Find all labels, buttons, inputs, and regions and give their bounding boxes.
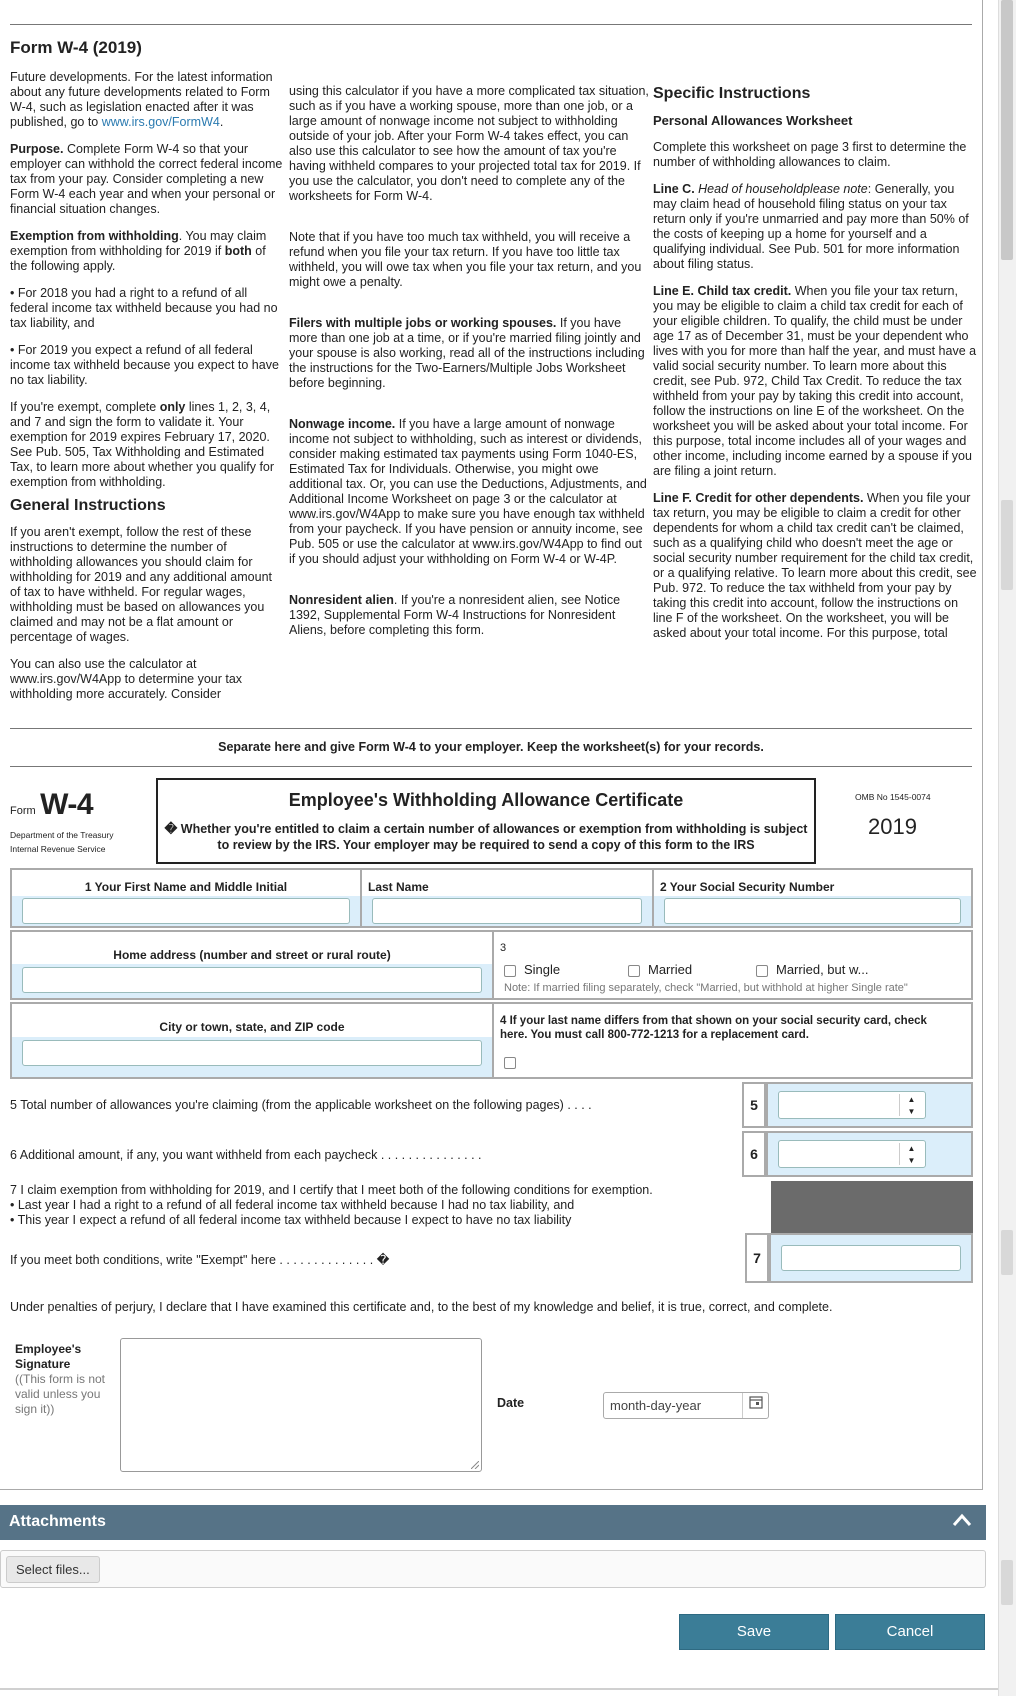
allowances-input[interactable] [778, 1091, 926, 1119]
city-cell [12, 1004, 494, 1077]
line-c-text: : Generally, you may claim head of household filing status on your tax return only if you're unmarried and pay more than 50% of the costs of keeping up a home for yourself and a qualifying individual. See Pub. 501 for more information about filing status. [653, 182, 969, 271]
ssn-input[interactable] [664, 898, 961, 924]
line-7-wrapper [769, 1233, 973, 1283]
filers-text: If you have more than one job at a time, or if you're married filing jointly and your spouse is also working, read all of the instructions including the instructions for the Two-Earners/Multiple Jobs Worksheet before beginning. [289, 316, 645, 390]
exemption-bullet-2: • For 2019 you expect a refund of all federal income tax withheld because you expect to have no tax liability. [10, 343, 279, 387]
form-number: W-4 [40, 788, 94, 821]
home-address-input[interactable] [22, 967, 482, 993]
scrollbar-marker [1001, 1230, 1013, 1275]
line-c-italic: Head of householdplease note [698, 182, 868, 196]
internal-revenue-service: Internal Revenue Service [10, 844, 106, 854]
nonresident-heading: Nonresident alien [289, 593, 394, 607]
married-checkbox[interactable] [628, 965, 640, 977]
line-f-heading: Line F. Credit for other dependents. [653, 491, 864, 505]
first-name-cell [12, 870, 362, 926]
line-f-text: When you file your tax return, you may be eligible to claim a credit for other dependents for whom a child tax credit can't be claimed, such as a qualifying child who doesn't meet the age or social security number requirement for the child tax credit, or a qualifying relative. To learn more about this credit, see Pub. 972. To reduce the tax withheld from your pay by taking this credit into account, follow the instructions on line F of the worksheet. On the worksheet, you will be asked about your total income. For this purpose, total [653, 491, 977, 640]
additional-amount-input[interactable] [778, 1140, 926, 1168]
signature-label-note: ((This form is not valid unless you sign it)) [15, 1372, 106, 1416]
date-label: Date [497, 1396, 525, 1410]
spinner-arrows-icon[interactable]: ▲ ▼ [899, 1143, 923, 1165]
exemption-text: . You may claim exemption from withholding for 2019 if [10, 229, 267, 258]
filing-status-note: Note: If married filing separately, check "Married, but withhold at higher Single rate" [504, 982, 908, 994]
date-input[interactable] [603, 1392, 769, 1419]
city-name-differs-row [10, 1002, 973, 1079]
single-label: Single [524, 962, 561, 977]
ssn-wrapper [654, 896, 971, 926]
ssn-cell [654, 870, 971, 926]
worksheet-heading: Personal Allowances Worksheet [653, 113, 853, 128]
spinner-arrows-icon[interactable]: ▲ ▼ [899, 1094, 923, 1116]
name-differs-option[interactable] [504, 1054, 516, 1072]
line-7-number: 7 [745, 1233, 769, 1283]
w4-certificate-header [10, 778, 972, 864]
single-option[interactable] [504, 962, 560, 977]
married-higher-label: Married, but w... [776, 962, 869, 977]
line-7-condition-1: • Last year I had a right to a refund of all federal income tax withheld because I had no tax liability, and [10, 1198, 575, 1212]
attachments-panel [0, 1550, 986, 1588]
line-7-exempt-text: If you meet both conditions, write "Exempt" here . . . . . . . . . . . . . . � [10, 1253, 390, 1267]
line-7-claim: 7 I claim exemption from withholding for 2019, and I certify that I meet both of the following conditions for exemption. [10, 1183, 653, 1197]
withholding-note-text: Note that if you have too much tax withheld, you will receive a refund when you file your tax return. If you have too little tax withheld, you will owe tax when you file your tax return, and you might owe a penalty. [289, 230, 642, 289]
city-label: City or town, state, and ZIP code [159, 1020, 345, 1034]
line-6-wrapper [766, 1131, 973, 1177]
scrollbar-thumb[interactable] [1001, 0, 1013, 260]
married-option[interactable] [628, 962, 692, 977]
separate-here-text: Separate here and give Form W-4 to your employer. Keep the worksheet(s) for your records. [218, 740, 764, 754]
first-name-label: 1 Your First Name and Middle Initial [84, 880, 288, 894]
form-w4-label [10, 788, 93, 822]
name-differs-label: 4 If your last name differs from that shown on your social security card, check here. You must call 800-772-1213 for a replacement card. [500, 1015, 927, 1041]
filing-status-number: 3 [500, 942, 507, 954]
top-divider [10, 24, 972, 25]
married-higher-checkbox[interactable] [756, 965, 768, 977]
general-instructions-heading: General Instructions [10, 497, 166, 514]
address-status-row [10, 930, 973, 1000]
home-address-label: Home address (number and street or rural route) [113, 948, 391, 962]
vertical-scrollbar[interactable] [998, 0, 1016, 1696]
line-5-wrapper [766, 1082, 973, 1128]
line-6-text: 6 Additional amount, if any, you want withheld from each paycheck . . . . . . . . . . . . . . . [10, 1148, 482, 1162]
city-wrapper [12, 1037, 492, 1077]
exemption-heading: Exemption from withholding [10, 229, 179, 243]
name-differs-cell [494, 1004, 971, 1077]
calculator-continued-text: using this calculator if you have a more complicated tax situation, such as if you have a working spouse, more than one job, or a large amount of nonwage income not subject to withholding outside of your job. After your Form W-4 takes effect, you can also use this calculator to see how the amount of tax you're having withheld compares to your projected total tax for 2019. If you use the calculator, you don't need to complete any of the worksheets for Form W-4. [289, 84, 649, 203]
separator-line-bottom [10, 766, 972, 767]
name-differs-checkbox[interactable] [504, 1057, 516, 1069]
exempt-only-text-end: lines 1, 2, 3, 4, and 7 and sign the form to validate it. Your exemption for 2019 expires February 17, 2020. See Pub. 505, Tax Withholding and Estimated Tax, to learn more about whether you qualify for exemption from withholding. [10, 400, 275, 489]
purpose-heading: Purpose. [10, 142, 64, 156]
irs-formw4-link[interactable]: www.irs.gov/FormW4 [101, 115, 220, 129]
nonresident-text: . If you're a nonresident alien, see Notice 1392, Supplemental Form W-4 Instructions for Nonresident Aliens, before completing this form. [289, 593, 621, 637]
line-e-heading: Line E. Child tax credit. [653, 284, 792, 298]
nonwage-heading: Nonwage income. [289, 417, 396, 431]
line-e-text: When you file your tax return, you may be eligible to claim a child tax credit for each of your eligible children. To qualify, the child must be under age 17 as of December 31, must be your dependent who lives with you for more than half the year, and must have a valid social security number. To learn more about this credit, see Pub. 972, Child Tax Credit. To reduce the tax withheld from your pay by taking this credit into account, follow the instructions on line E of the worksheet. On the worksheet you will be asked about your total income. For this purpose, total income includes all of your wages and other income, including income earned by a spouse if you are filing a joint return. [653, 284, 977, 478]
scrollbar-marker [1001, 500, 1013, 590]
worksheet-text: Complete this worksheet on page 3 first to determine the number of withholding allowances to claim. [653, 140, 967, 169]
home-address-wrapper [12, 964, 492, 998]
cancel-button[interactable]: Cancel [835, 1614, 985, 1650]
department-treasury: Department of the Treasury [10, 830, 114, 840]
date-placeholder: month-day-year [610, 1398, 702, 1413]
home-address-cell [12, 932, 494, 998]
bottom-divider [0, 1688, 998, 1690]
line-5-number: 5 [742, 1082, 766, 1128]
instructions-column-2 [289, 84, 649, 650]
resize-handle-icon[interactable] [471, 1461, 479, 1469]
exempt-input[interactable] [781, 1245, 961, 1271]
instructions-column-1: Future developments. For the latest information about any future developments related to Form W-4, such as legislation enacted after it was published, go to www.irs.gov/FormW4. Purpose. Complete Form W-4 so that your employer can withhold the correct federal income tax from your pay. Consider completing a new Form W-4 each year and when your personal or financial situation changes. Exemption from withholding. You may claim exemption from withholding for 2019 if both of the following apply. • For 2018 you had a right to a refund of all federal income tax withheld because you had no tax liability, and • For 2019 you expect a refund of all federal income tax withheld because you expect to have no tax liability. If you're exempt, complete only lines 1, 2, 3, 4, and 7 and sign the form to validate it. Your exemption for 2019 expires February 17, 2020. See Pub. 505, Tax Withholding and Estimated Tax, to learn more about whether you qualify for exemption from withholding. General Instructions If you aren't exempt, follow the rest of these instructions to determine the number of withholding allowances you should claim for withholding for 2019 and any additional amount of tax to have withheld. For regular wages, withholding must be based on allowances you claimed and may not be a flat amount or percentage of wages. You can also use the calculator at www.irs.gov/W4App to determine your tax withholding more accurately. Consider [10, 70, 285, 714]
chevron-up-icon[interactable] [952, 1511, 972, 1532]
exemption-bullet-1: • For 2018 you had a right to a refund of all federal income tax withheld because you had no tax liability, and [10, 286, 278, 330]
perjury-statement: Under penalties of perjury, I declare that I have examined this certificate and, to the best of my knowledge and belief, it is true, correct, and complete. [10, 1300, 833, 1314]
certificate-title: Employee's Withholding Allowance Certificate [288, 790, 684, 810]
last-name-input[interactable] [372, 898, 642, 924]
ssn-label: 2 Your Social Security Number [660, 880, 835, 894]
exempt-only-bold: only [159, 400, 186, 414]
specific-instructions-heading: Specific Instructions [653, 85, 811, 102]
line-7-text [10, 1183, 653, 1228]
married-label: Married [648, 962, 693, 977]
general-instructions-text: If you aren't exempt, follow the rest of these instructions to determine the number of withholding allowances you should claim for withholding for 2019 and any additional amount of tax to have withheld. For regular wages, withholding must be based on allowances you claimed and may not be a flat amount or percentage of wages. [10, 525, 272, 644]
calendar-icon[interactable] [742, 1393, 768, 1418]
first-name-input[interactable] [22, 898, 350, 924]
last-name-wrapper [362, 896, 652, 926]
attachments-header[interactable] [0, 1505, 986, 1540]
single-checkbox[interactable] [504, 965, 516, 977]
last-name-label: Last Name [368, 880, 429, 894]
scrollbar-marker [1001, 1560, 1013, 1605]
exempt-only-text: If you're exempt, complete [10, 400, 160, 414]
certificate-title-box [156, 778, 816, 864]
line-7-condition-2: • This year I expect a refund of all federal income tax withheld because I expect to have no tax liability [10, 1213, 572, 1227]
select-files-button[interactable]: Select files... [6, 1556, 100, 1583]
filing-status-cell [494, 932, 971, 998]
instructions-column-3 [653, 82, 978, 653]
signature-textarea[interactable] [120, 1338, 482, 1472]
save-button[interactable]: Save [679, 1614, 829, 1650]
line-6-number: 6 [742, 1131, 766, 1177]
filers-heading: Filers with multiple jobs or working spouses. [289, 316, 557, 330]
certificate-subtitle: � Whether you're entitled to claim a certain number of allowances or exemption from withholding is subject to review by the IRS. Your employer may be required to send a copy of this form to the IRS [164, 822, 808, 852]
exemption-both: both [224, 244, 252, 258]
department-label [10, 828, 113, 856]
signature-label [15, 1342, 115, 1417]
separator-line-top [10, 728, 972, 729]
form-year: 2019 [868, 814, 917, 839]
omb-number: OMB No 1545-0074 [855, 792, 931, 802]
married-higher-option[interactable] [756, 962, 868, 977]
city-input[interactable] [22, 1040, 482, 1066]
calculator-text: You can also use the calculator at www.irs.gov/W4App to determine your tax withholding more accurately. Consider [10, 657, 243, 701]
line-c-heading: Line C. [653, 182, 699, 196]
first-name-wrapper [12, 896, 360, 926]
name-ssn-row [10, 868, 973, 928]
line-7-shaded-area [771, 1181, 973, 1233]
page-title: Form W-4 (2019) [10, 38, 142, 57]
attachments-title: Attachments [9, 1513, 106, 1530]
exemption-text-end: of the following apply. [10, 244, 266, 273]
last-name-cell [362, 870, 654, 926]
purpose-text: Complete Form W-4 so that your employer can withhold the correct federal income tax from your pay. Consider completing a new Form W-4 each year and when your personal or financial situation changes. [10, 142, 283, 216]
signature-label-title: Employee's Signature [15, 1342, 82, 1371]
form-word: Form [10, 805, 36, 817]
nonwage-text: If you have a large amount of nonwage income not subject to withholding, such as interest or dividends, consider making estimated tax payments using Form 1040-ES, Estimated Tax for Individuals. Otherwise, you might owe additional tax. Or, you can use the Deductions, Adjustments, and Additional Income Worksheet on page 3 or the calculator at www.irs.gov/W4App to make sure you have enough tax withheld from your paycheck. If you have pension or annuity income, see Pub. 505 or use the calculator at www.irs.gov/W4App to find out if you should adjust your withholding on Form W-4 or W-4P. [289, 417, 647, 566]
line-5-text: 5 Total number of allowances you're claiming (from the applicable worksheet on the following pages) . . . . [10, 1098, 592, 1112]
future-developments-text: Future developments. For the latest information about any future developments related to Form W-4, such as legislation enacted after it was published, go to [10, 70, 273, 129]
